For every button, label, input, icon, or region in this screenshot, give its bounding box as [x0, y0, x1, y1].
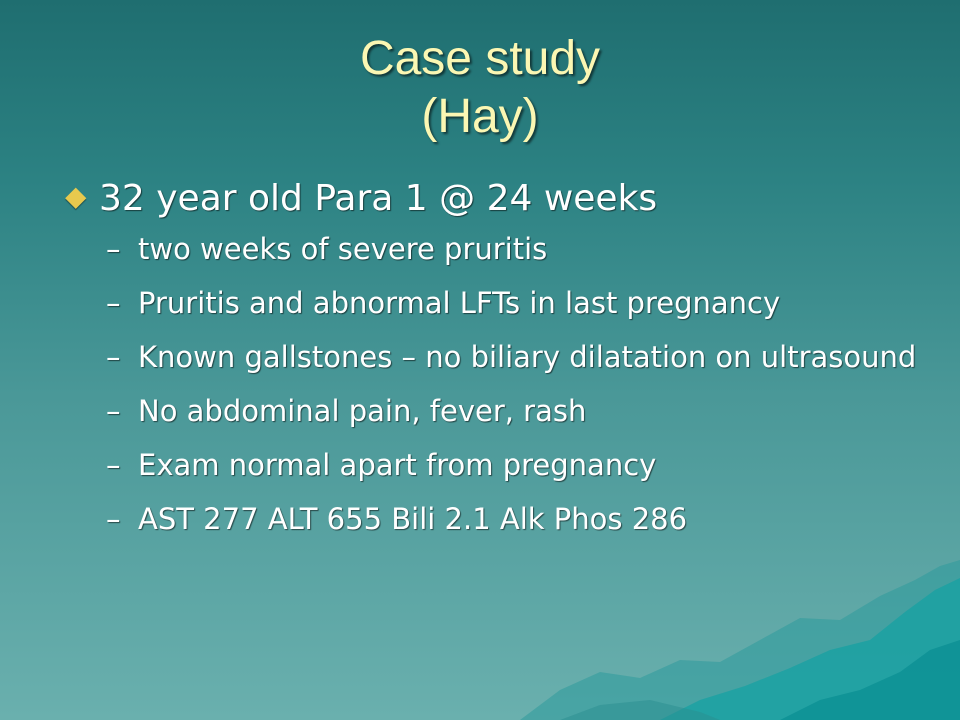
dash-marker: –	[106, 232, 121, 266]
sub-bullet-text: two weeks of severe pruritis	[138, 232, 548, 266]
title-line-1: Case study	[359, 32, 601, 85]
sub-bullet-6	[106, 498, 922, 541]
sub-bullet-list	[106, 228, 922, 541]
sub-bullet-4	[106, 390, 922, 433]
dash-marker: –	[106, 340, 121, 374]
sub-bullet-text: Pruritis and abnormal LFTs in last pregnancy	[138, 286, 781, 320]
diamond-bullet-icon	[65, 188, 86, 209]
main-bullet	[62, 176, 922, 222]
sub-bullet-text: AST 277 ALT 655 Bili 2.1 Alk Phos 286	[138, 502, 688, 536]
sub-bullet-1	[106, 228, 922, 271]
sub-bullet-text: Known gallstones – no biliary dilatation on ultrasound	[138, 340, 917, 374]
main-bullet-text: 32 year old Para 1 @ 24 weeks	[99, 178, 658, 219]
dash-marker: –	[106, 286, 121, 320]
slide-content	[62, 176, 922, 552]
iceberg-shape	[520, 560, 960, 720]
sub-bullet-text: Exam normal apart from pregnancy	[138, 448, 657, 482]
sub-bullet-text: No abdominal pain, fever, rash	[138, 394, 587, 428]
dash-marker: –	[106, 394, 121, 428]
slide-title	[0, 30, 960, 146]
sub-bullet-2	[106, 282, 922, 325]
sub-bullet-5	[106, 444, 922, 487]
title-line-2: (Hay)	[421, 90, 539, 143]
dash-marker: –	[106, 502, 121, 536]
sub-bullet-3	[106, 336, 922, 379]
dash-marker: –	[106, 448, 121, 482]
